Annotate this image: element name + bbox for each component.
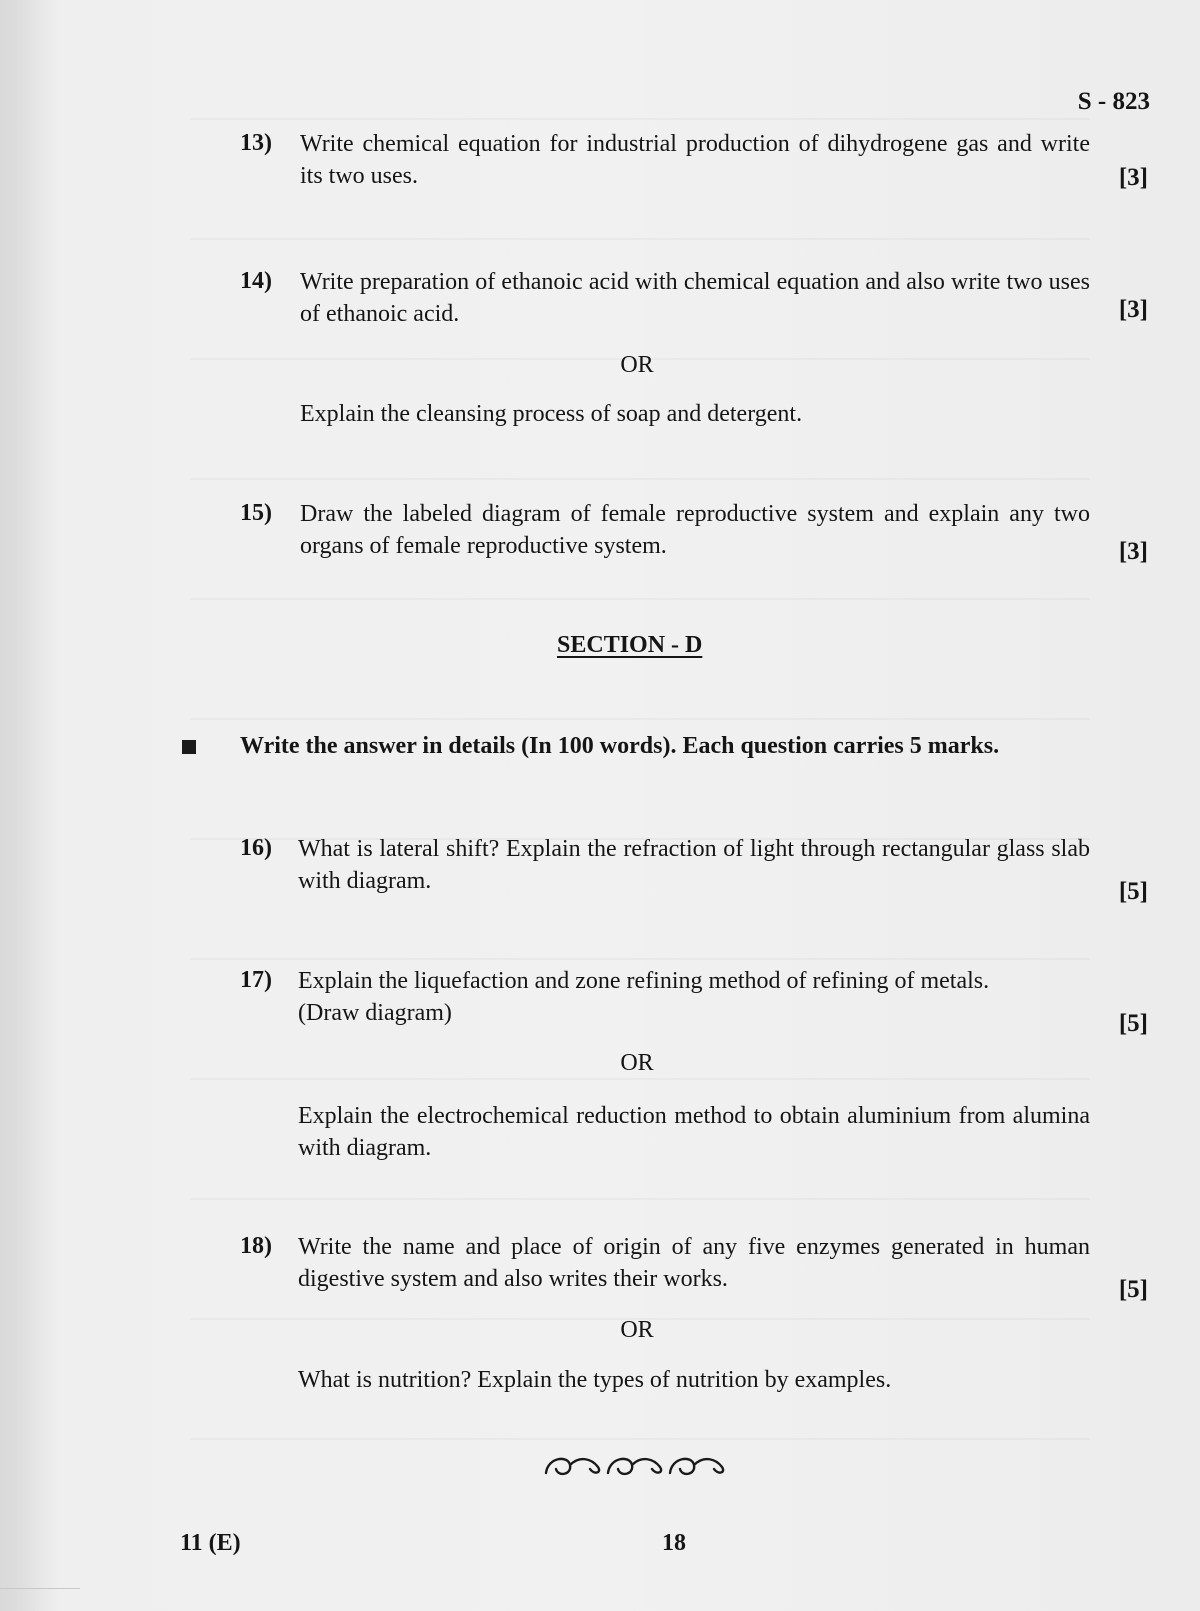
alternative-question-text: What is nutrition? Explain the types of nutrition by examples. — [298, 1367, 892, 1393]
section-title: SECTION - D — [557, 632, 703, 658]
or-label: OR — [620, 352, 654, 378]
question-marks: [5] — [1118, 1010, 1148, 1037]
question-number: 14) — [240, 268, 272, 294]
question-text: Draw the labeled diagram of female reproductive system and explain any two organs of female reproductive system. — [300, 501, 1090, 559]
question-marks: [5] — [1118, 1276, 1148, 1303]
page-number: 18 — [662, 1530, 686, 1556]
page-edge-shadow — [0, 0, 60, 1611]
question-text-line2: (Draw diagram) — [298, 1000, 452, 1026]
section-instruction: Write the answer in details (In 100 words). Each question carries 5 marks. — [240, 733, 1000, 759]
question-text: Write preparation of ethanoic acid with chemical equation and also write two uses of ethanoic acid. — [300, 269, 1090, 327]
question-marks: [5] — [1118, 878, 1148, 905]
question-number: 15) — [240, 500, 272, 526]
question-marks: [3] — [1118, 296, 1148, 323]
alternative-question-text: Explain the cleansing process of soap and detergent. — [300, 401, 803, 427]
question-text: Explain the liquefaction and zone refining method of refining of metals. — [298, 968, 990, 994]
bullet-square-icon — [182, 740, 196, 754]
paper-code: S - 823 — [1077, 88, 1150, 115]
question-number: 18) — [240, 1233, 272, 1259]
question-number: 13) — [240, 130, 272, 156]
question-text: Write the name and place of origin of any five enzymes generated in human digestive system and also writes their works. — [298, 1234, 1090, 1292]
footer-code: 11 (E) — [180, 1530, 241, 1556]
question-number: 17) — [240, 967, 272, 993]
question-marks: [3] — [1118, 164, 1148, 191]
alternative-question-text: Explain the electrochemical reduction method to obtain aluminium from alumina with diagram. — [298, 1103, 1090, 1161]
question-marks: [3] — [1118, 538, 1148, 565]
or-label: OR — [620, 1050, 654, 1076]
question-text: Write chemical equation for industrial production of dihydrogene gas and write its two uses. — [300, 131, 1090, 189]
page-edge-line — [0, 1588, 80, 1589]
or-label: OR — [620, 1317, 654, 1343]
ornament-divider-icon — [540, 1445, 740, 1485]
question-number: 16) — [240, 835, 272, 861]
question-text: What is lateral shift? Explain the refraction of light through rectangular glass slab with diagram. — [298, 836, 1090, 894]
